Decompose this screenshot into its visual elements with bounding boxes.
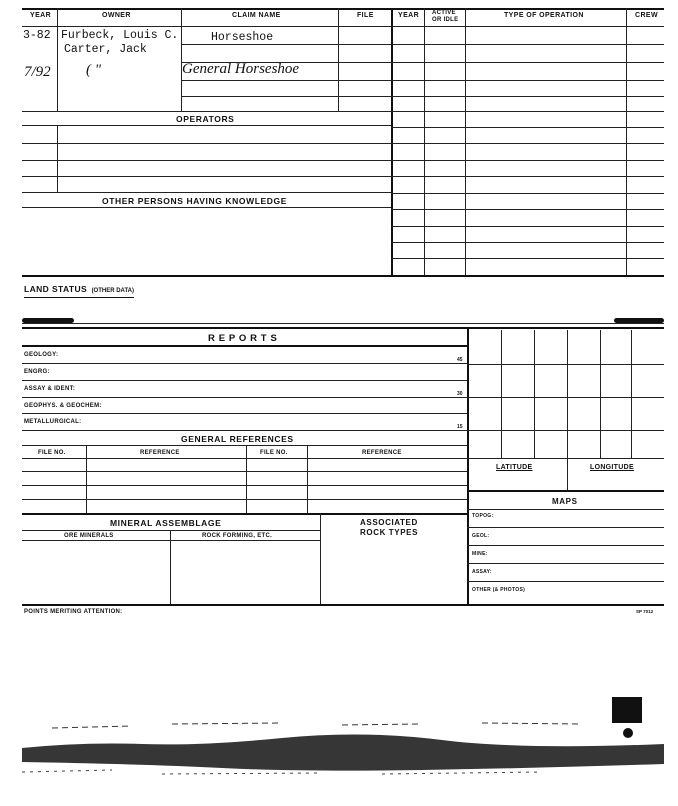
owner-header: OWNER (102, 12, 131, 19)
land-status-main: LAND STATUS (24, 284, 88, 294)
longitude-label: LONGITUDE (590, 464, 634, 471)
claim-name-header: CLAIM NAME (232, 12, 281, 19)
land-status-label (24, 279, 134, 298)
mineral-assemblage-title: MINERAL ASSEMBLAGE (110, 518, 222, 528)
maps-title: MAPS (552, 497, 578, 506)
other-persons-title: OTHER PERSONS HAVING KNOWLEDGE (102, 196, 288, 206)
ref-header-file-no-2: FILE NO. (260, 450, 288, 456)
map-row-topog: TOPOG: (472, 513, 494, 519)
reports-title: R E P O R T S (208, 333, 278, 344)
ref-header-file-no-1: FILE NO. (38, 450, 66, 456)
active-header: ACTIVE (432, 10, 456, 16)
entry-claim-name: Horseshoe (211, 31, 274, 44)
report-row-geophys: GEOPHYS. & GEOCHEM: (24, 403, 102, 409)
year-header: YEAR (30, 12, 52, 19)
operators-title: OPERATORS (176, 114, 235, 124)
marker-30: 30 (457, 391, 463, 397)
marker-45: 45 (457, 357, 463, 363)
associated-label: ASSOCIATED (360, 518, 418, 527)
or-idle-header: OR IDLE (432, 17, 459, 23)
form-number: SP 7012 (636, 609, 654, 614)
ref-header-reference-2: REFERENCE (362, 450, 402, 456)
entry-year: 3-82 (23, 29, 51, 42)
entry-year-handwritten: 7/92 (24, 64, 51, 80)
map-row-geol: GEOL: (472, 533, 490, 539)
map-row-mine: MINE: (472, 551, 488, 557)
map-row-assay: ASSAY: (472, 569, 492, 575)
land-status-sub: (OTHER DATA) (91, 288, 134, 294)
report-row-metallurgical: METALLURGICAL: (24, 419, 82, 425)
type-of-operation-header: TYPE OF OPERATION (504, 12, 584, 19)
entry-owner-handwritten: ( " (86, 62, 102, 78)
year2-header: YEAR (398, 12, 420, 19)
report-row-geology: GEOLOGY: (24, 352, 59, 358)
ore-minerals-label: ORE MINERALS (64, 533, 114, 539)
points-meriting-attention: POINTS MERITING ATTENTION: (24, 609, 123, 615)
crew-header: CREW (635, 12, 658, 19)
entry-claim-handwritten: General Horseshoe (182, 61, 300, 77)
entry-owner: Furbeck, Louis C. (61, 29, 179, 42)
report-row-engrg: ENGRG: (24, 369, 50, 375)
map-row-other: OTHER (& PHOTOS) (472, 587, 526, 593)
rock-types-label: ROCK TYPES (360, 528, 419, 537)
general-references-title: GENERAL REFERENCES (181, 434, 294, 444)
entry-owner-2: Carter, Jack (64, 43, 147, 56)
latitude-label: LATITUDE (496, 464, 533, 471)
scan-smear (22, 718, 664, 778)
ref-header-reference-1: REFERENCE (140, 450, 180, 456)
marker-15: 15 (457, 424, 463, 430)
file-header: FILE (357, 12, 374, 19)
report-row-assay: ASSAY & IDENT: (24, 386, 76, 392)
rock-forming-label: ROCK FORMING, ETC. (202, 533, 273, 539)
